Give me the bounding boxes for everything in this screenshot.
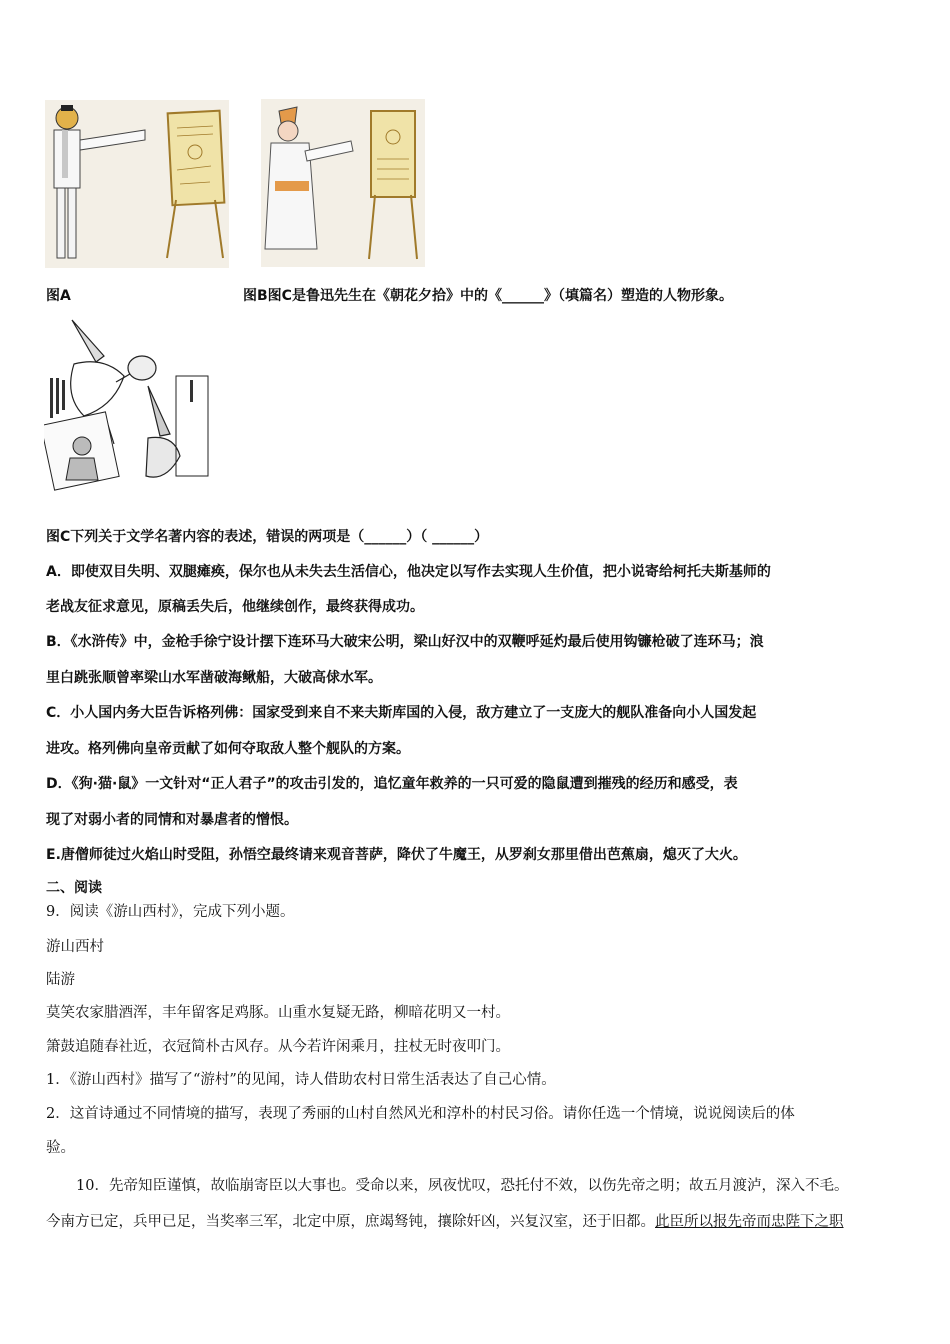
option-b-line2: 里白跳张顺曾率梁山水军凿破海鳅船，大破高俅水军。	[46, 670, 382, 686]
q10-line-2-text: 今南方已定，兵甲已足，当奖率三军，北定中原，庶竭驽钝，攘除奸凶，兴复汉室，还于旧都。	[46, 1214, 655, 1230]
q10-line-2	[46, 1212, 911, 1232]
q9-sub-2-line2: 验。	[46, 1140, 75, 1156]
q9-sub-1: 1．《游山西村》描写了“游村”的见闻，诗人借助农村日常生活表达了自己心情。	[46, 1072, 556, 1088]
q10-underlined-phrase: 此臣所以报先帝而忠陛下之职	[655, 1214, 844, 1230]
q9-sub-2-line1: 2．这首诗通过不同情境的描写，表现了秀丽的山村自然风光和淳朴的村民习俗。请你任选一个情境，说说阅读后的体	[46, 1106, 795, 1122]
poem-author: 陆游	[46, 972, 75, 988]
option-d-line2: 现了对弱小者的同情和对暴虐者的憎恨。	[46, 812, 298, 828]
figure-b-illustration	[261, 99, 425, 267]
figure-c-illustration	[44, 316, 212, 492]
poem-line-1: 莫笑农家腊酒浑，丰年留客足鸡豚。山重水复疑无路，柳暗花明又一村。	[46, 1005, 510, 1021]
option-e-line: E.唐僧师徒过火焰山时受阻，孙悟空最终请来观音菩萨，降伏了牛魔王，从罗刹女那里借出芭蕉扇，熄灭了大火。	[46, 847, 747, 863]
option-a-line1: A．即使双目失明、双腿瘫痪，保尔也从未失去生活信心，他决定以写作去实现人生价值，把小说寄给柯托夫斯基师的	[46, 564, 771, 580]
figure-b-caption: 图B图C是鲁迅先生在《朝花夕拾》中的《______》（填篇名）塑造的人物形象。	[243, 288, 733, 304]
option-c-line1: C．小人国内务大臣告诉格列佛：国家受到来自不来夫斯库国的入侵，敌方建立了一支庞大的舰队准备向小人国发起	[46, 705, 757, 721]
figure-a-caption: 图A	[46, 288, 71, 304]
q10-line-1: 10．先帝知臣谨慎，故临崩寄臣以大事也。受命以来，夙夜忧叹，恐托付不效，以伤先帝之明；故五月渡泸，深入不毛。	[76, 1178, 849, 1194]
option-d-line1: D．《狗·猫·鼠》一文针对“正人君子”的攻击引发的，追忆童年救养的一只可爱的隐鼠遭到摧残的经历和感受，表	[46, 776, 738, 792]
section-heading: 二、阅读	[46, 880, 102, 896]
poem-title: 游山西村	[46, 939, 104, 955]
option-a-line2: 老战友征求意见，原稿丢失后，他继续创作，最终获得成功。	[46, 599, 424, 615]
option-c-line2: 进攻。格列佛向皇帝贡献了如何夺取敌人整个舰队的方案。	[46, 741, 410, 757]
poem-line-2: 箫鼓追随春社近，衣冠简朴古风存。从今若许闲乘月，拄杖无时夜叩门。	[46, 1039, 510, 1055]
option-b-line1: B．《水浒传》中，金枪手徐宁设计摆下连环马大破宋公明，梁山好汉中的双鞭呼延灼最后使用钩镰枪破了连环马；浪	[46, 634, 764, 650]
figure-a-illustration	[45, 100, 229, 268]
figure-captions-row	[46, 286, 911, 306]
q9-intro: 9．阅读《游山西村》，完成下列小题。	[46, 904, 295, 920]
figure-c-question: 图C下列关于文学名著内容的表述，错误的两项是（______）（ ______）	[46, 529, 489, 545]
